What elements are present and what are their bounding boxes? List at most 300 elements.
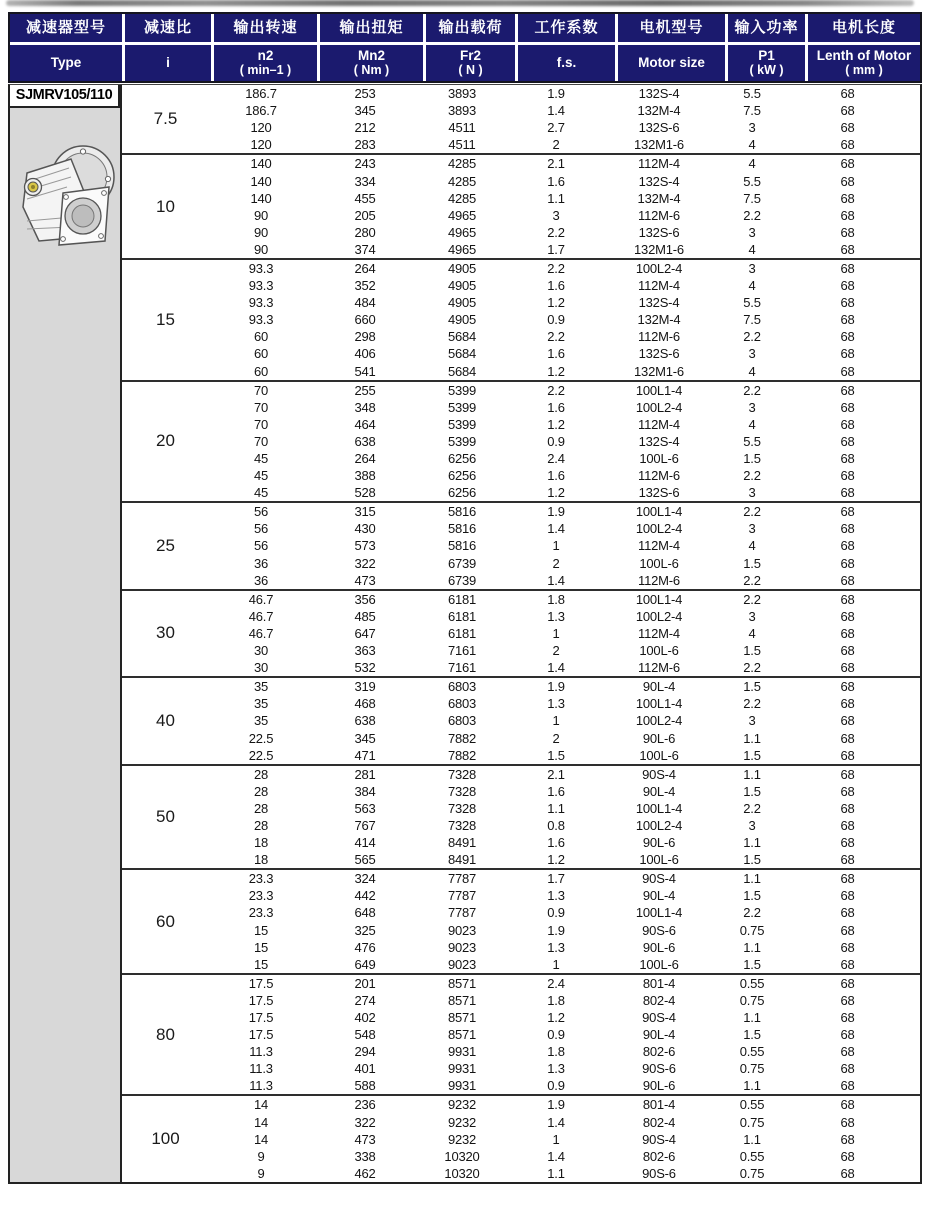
table-cell: 14 bbox=[253, 1097, 269, 1113]
header-motor-size: Motor size bbox=[618, 45, 725, 81]
table-cell: 2 bbox=[552, 137, 560, 153]
table-cell: 30 bbox=[253, 643, 269, 659]
table-cell: 132M-4 bbox=[637, 312, 681, 328]
table-cell: 9023 bbox=[447, 956, 477, 972]
table-cell: 1.4 bbox=[547, 1114, 565, 1130]
table-cell: 120 bbox=[250, 137, 272, 153]
table-cell: 45 bbox=[253, 451, 269, 467]
table-cell: 4965 bbox=[447, 241, 477, 257]
table-cell: 802-6 bbox=[642, 1148, 676, 1164]
table-row bbox=[209, 363, 920, 380]
header-row-english bbox=[10, 45, 920, 81]
table-cell: 36 bbox=[253, 555, 269, 571]
table-cell: 236 bbox=[354, 1097, 376, 1113]
table-cell: 1.7 bbox=[547, 241, 565, 257]
table-cell: 4 bbox=[748, 625, 756, 641]
table-cell: 8571 bbox=[447, 1027, 477, 1043]
table-cell: 7.5 bbox=[743, 190, 761, 206]
table-cell: 68 bbox=[840, 835, 855, 851]
table-row bbox=[209, 155, 920, 172]
table-cell: 0.9 bbox=[547, 1027, 565, 1043]
ratio-group-15 bbox=[122, 258, 920, 380]
table-cell: 1 bbox=[552, 713, 560, 729]
table-row bbox=[209, 345, 920, 362]
table-cell: 112M-4 bbox=[638, 278, 680, 294]
table-row bbox=[209, 904, 920, 921]
table-row bbox=[209, 136, 920, 153]
table-cell: 5.5 bbox=[743, 86, 761, 102]
table-cell: 8571 bbox=[447, 1010, 477, 1026]
table-row bbox=[209, 1148, 920, 1165]
table-cell: 68 bbox=[840, 572, 855, 588]
table-cell: 4 bbox=[748, 416, 756, 432]
table-cell: 100L2-4 bbox=[635, 260, 683, 276]
table-cell: 14 bbox=[253, 1131, 269, 1147]
table-cell: 9232 bbox=[447, 1114, 477, 1130]
table-cell: 68 bbox=[840, 1044, 855, 1060]
table-cell: 9232 bbox=[447, 1131, 477, 1147]
table-cell: 15 bbox=[253, 956, 269, 972]
table-cell: 2 bbox=[552, 555, 560, 571]
table-cell: 46.7 bbox=[248, 608, 274, 624]
table-cell: 1.1 bbox=[743, 730, 761, 746]
table-cell: 93.3 bbox=[248, 278, 274, 294]
table-cell: 356 bbox=[354, 591, 376, 607]
table-cell: 1.2 bbox=[547, 363, 565, 379]
table-cell: 68 bbox=[840, 86, 855, 102]
table-cell: 1.5 bbox=[743, 888, 761, 904]
table-cell: 6803 bbox=[447, 696, 477, 712]
table-cell: 5399 bbox=[447, 382, 477, 398]
table-cell: 68 bbox=[840, 625, 855, 641]
header-output-speed: 输出转速 bbox=[214, 14, 317, 42]
ratio-group-rows bbox=[209, 1096, 920, 1181]
table-cell: 70 bbox=[253, 382, 269, 398]
table-cell: 0.9 bbox=[547, 905, 565, 921]
table-cell: 5816 bbox=[447, 538, 477, 554]
table-cell: 0.9 bbox=[547, 1078, 565, 1094]
table-row bbox=[209, 311, 920, 328]
table-cell: 100L2-4 bbox=[635, 817, 683, 833]
ratio-value: 25 bbox=[156, 535, 175, 555]
table-row bbox=[209, 783, 920, 800]
ratio-value: 7.5 bbox=[153, 109, 178, 129]
table-body bbox=[8, 84, 922, 1184]
table-cell: 46.7 bbox=[248, 625, 274, 641]
table-cell: 485 bbox=[354, 608, 376, 624]
table-cell: 68 bbox=[840, 992, 855, 1008]
reducer-model-column bbox=[10, 85, 122, 1182]
table-cell: 28 bbox=[253, 766, 269, 782]
table-cell: 1.1 bbox=[547, 190, 565, 206]
table-cell: 68 bbox=[840, 975, 855, 991]
table-cell: 68 bbox=[840, 190, 855, 206]
table-cell: 0.55 bbox=[739, 1148, 765, 1164]
table-row bbox=[209, 956, 920, 973]
table-cell: 6181 bbox=[447, 591, 477, 607]
table-cell: 802-6 bbox=[642, 1044, 676, 1060]
table-cell: 132S-6 bbox=[638, 485, 680, 501]
table-cell: 28 bbox=[253, 800, 269, 816]
table-row bbox=[209, 1026, 920, 1043]
table-cell: 68 bbox=[840, 207, 855, 223]
table-cell: 90L-4 bbox=[642, 679, 676, 695]
table-cell: 3893 bbox=[447, 86, 477, 102]
table-cell: 363 bbox=[354, 643, 376, 659]
table-row bbox=[209, 416, 920, 433]
table-cell: 186.7 bbox=[245, 103, 277, 119]
table-cell: 112M-4 bbox=[638, 538, 680, 554]
table-cell: 1.4 bbox=[547, 1148, 565, 1164]
table-cell: 414 bbox=[354, 835, 376, 851]
table-cell: 802-4 bbox=[642, 1114, 676, 1130]
table-cell: 0.8 bbox=[547, 817, 565, 833]
table-cell: 322 bbox=[354, 555, 376, 571]
table-row bbox=[209, 659, 920, 676]
table-row bbox=[209, 119, 920, 136]
table-cell: 68 bbox=[840, 591, 855, 607]
table-cell: 7882 bbox=[447, 747, 477, 763]
ratio-group-rows bbox=[209, 591, 920, 676]
table-cell: 2.2 bbox=[743, 591, 761, 607]
table-cell: 338 bbox=[354, 1148, 376, 1164]
table-cell: 100L2-4 bbox=[635, 713, 683, 729]
table-cell: 18 bbox=[253, 852, 269, 868]
table-cell: 22.5 bbox=[248, 747, 274, 763]
table-cell: 68 bbox=[840, 241, 855, 257]
table-row bbox=[209, 870, 920, 887]
table-cell: 68 bbox=[840, 852, 855, 868]
table-cell: 7161 bbox=[447, 643, 477, 659]
table-cell: 3893 bbox=[447, 103, 477, 119]
table-cell: 1.2 bbox=[547, 485, 565, 501]
header-fs: f.s. bbox=[518, 45, 615, 81]
table-cell: 1.6 bbox=[547, 399, 565, 415]
table-cell: 132M-4 bbox=[637, 103, 681, 119]
table-cell: 5684 bbox=[447, 329, 477, 345]
table-cell: 1.4 bbox=[547, 660, 565, 676]
table-cell: 14 bbox=[253, 1114, 269, 1130]
table-row bbox=[209, 85, 920, 102]
table-cell: 9 bbox=[257, 1148, 265, 1164]
table-cell: 132S-4 bbox=[638, 295, 680, 311]
table-cell: 2.2 bbox=[743, 504, 761, 520]
table-cell: 11.3 bbox=[249, 1078, 273, 1094]
header-row-chinese bbox=[10, 14, 920, 42]
table-cell: 334 bbox=[354, 173, 376, 189]
table-cell: 100L2-4 bbox=[635, 521, 683, 537]
table-cell: 638 bbox=[354, 433, 376, 449]
table-cell: 1.5 bbox=[743, 783, 761, 799]
table-cell: 9232 bbox=[447, 1097, 477, 1113]
table-cell: 68 bbox=[840, 713, 855, 729]
table-cell: 0.55 bbox=[739, 1044, 765, 1060]
table-cell: 1.1 bbox=[743, 1010, 761, 1026]
table-cell: 60 bbox=[253, 329, 269, 345]
table-cell: 30 bbox=[253, 660, 269, 676]
table-row bbox=[209, 207, 920, 224]
table-cell: 384 bbox=[354, 783, 376, 799]
table-cell: 442 bbox=[354, 888, 376, 904]
table-cell: 120 bbox=[250, 120, 272, 136]
table-cell: 68 bbox=[840, 1114, 855, 1130]
table-cell: 1.1 bbox=[743, 766, 761, 782]
table-cell: 132S-6 bbox=[638, 120, 680, 136]
table-cell: 28 bbox=[253, 783, 269, 799]
table-cell: 401 bbox=[354, 1061, 376, 1077]
table-cell: 528 bbox=[354, 485, 376, 501]
table-cell: 68 bbox=[840, 660, 855, 676]
table-cell: 255 bbox=[354, 382, 376, 398]
table-cell: 2.2 bbox=[743, 572, 761, 588]
table-cell: 23.3 bbox=[248, 888, 274, 904]
table-cell: 2.4 bbox=[547, 975, 565, 991]
table-cell: 18 bbox=[253, 835, 269, 851]
ratio-group-rows bbox=[209, 678, 920, 763]
table-row bbox=[209, 1009, 920, 1026]
table-cell: 4905 bbox=[447, 295, 477, 311]
table-cell: 1.5 bbox=[743, 679, 761, 695]
ratio-value: 60 bbox=[156, 911, 175, 931]
table-cell: 68 bbox=[840, 295, 855, 311]
table-cell: 8571 bbox=[447, 975, 477, 991]
table-cell: 68 bbox=[840, 363, 855, 379]
table-cell: 1.2 bbox=[547, 295, 565, 311]
table-cell: 90S-4 bbox=[642, 1010, 676, 1026]
table-cell: 264 bbox=[354, 451, 376, 467]
table-cell: 1.9 bbox=[547, 679, 565, 695]
table-cell: 648 bbox=[354, 905, 376, 921]
table-cell: 68 bbox=[840, 399, 855, 415]
header-type: Type bbox=[10, 45, 122, 81]
table-row bbox=[209, 450, 920, 467]
table-cell: 68 bbox=[840, 137, 855, 153]
table-cell: 3 bbox=[748, 260, 756, 276]
table-cell: 1.6 bbox=[547, 835, 565, 851]
table-cell: 4285 bbox=[447, 156, 477, 172]
table-row bbox=[209, 467, 920, 484]
table-cell: 100L1-4 bbox=[635, 800, 683, 816]
ratio-group-100 bbox=[122, 1094, 920, 1181]
table-row bbox=[209, 1114, 920, 1131]
table-cell: 68 bbox=[840, 451, 855, 467]
table-cell: 280 bbox=[354, 224, 376, 240]
table-cell: 186.7 bbox=[245, 86, 277, 102]
table-cell: 5.5 bbox=[743, 173, 761, 189]
table-cell: 4 bbox=[748, 241, 756, 257]
table-cell: 9 bbox=[257, 1165, 265, 1181]
table-cell: 4511 bbox=[448, 120, 476, 136]
table-cell: 68 bbox=[840, 747, 855, 763]
table-cell: 90L-6 bbox=[642, 939, 676, 955]
table-cell: 90S-4 bbox=[642, 871, 676, 887]
table-cell: 35 bbox=[253, 713, 269, 729]
table-cell: 345 bbox=[354, 103, 376, 119]
table-row bbox=[209, 294, 920, 311]
table-cell: 132S-4 bbox=[638, 86, 680, 102]
table-cell: 2.2 bbox=[743, 468, 761, 484]
table-row bbox=[209, 1060, 920, 1077]
table-cell: 36 bbox=[253, 572, 269, 588]
table-cell: 90 bbox=[253, 224, 269, 240]
table-cell: 5.5 bbox=[743, 433, 761, 449]
header-ratio: 减速比 bbox=[125, 14, 211, 42]
table-cell: 90S-4 bbox=[642, 1131, 676, 1147]
table-cell: 2.2 bbox=[743, 329, 761, 345]
table-cell: 5684 bbox=[447, 363, 477, 379]
table-cell: 548 bbox=[354, 1027, 376, 1043]
table-cell: 132S-6 bbox=[638, 346, 680, 362]
table-cell: 100L1-4 bbox=[635, 905, 683, 921]
table-cell: 68 bbox=[840, 679, 855, 695]
table-row bbox=[209, 1131, 920, 1148]
table-cell: 0.75 bbox=[739, 922, 765, 938]
table-cell: 2 bbox=[552, 730, 560, 746]
table-cell: 4 bbox=[748, 363, 756, 379]
ratio-group-rows bbox=[209, 260, 920, 380]
table-cell: 2.7 bbox=[547, 120, 565, 136]
table-cell: 90S-4 bbox=[642, 766, 676, 782]
table-cell: 70 bbox=[253, 433, 269, 449]
table-cell: 68 bbox=[840, 817, 855, 833]
table-cell: 406 bbox=[354, 346, 376, 362]
table-cell: 3 bbox=[748, 713, 756, 729]
ratio-value: 80 bbox=[156, 1024, 175, 1044]
table-cell: 3 bbox=[748, 120, 756, 136]
table-cell: 1.3 bbox=[547, 1061, 565, 1077]
table-cell: 3 bbox=[748, 608, 756, 624]
table-cell: 7.5 bbox=[743, 312, 761, 328]
table-cell: 68 bbox=[840, 538, 855, 554]
table-row bbox=[209, 537, 920, 554]
table-row bbox=[209, 224, 920, 241]
table-row bbox=[209, 887, 920, 904]
table-row bbox=[209, 572, 920, 589]
table-cell: 1.6 bbox=[547, 346, 565, 362]
table-cell: 5.5 bbox=[743, 295, 761, 311]
ratio-value: 40 bbox=[156, 710, 175, 730]
table-cell: 4905 bbox=[447, 278, 477, 294]
table-cell: 100L-6 bbox=[639, 555, 679, 571]
table-cell: 319 bbox=[354, 679, 376, 695]
table-cell: 6256 bbox=[447, 451, 477, 467]
table-cell: 2.4 bbox=[547, 451, 565, 467]
table-row bbox=[209, 695, 920, 712]
table-cell: 0.9 bbox=[547, 433, 565, 449]
table-cell: 573 bbox=[354, 538, 376, 554]
table-cell: 6803 bbox=[447, 679, 477, 695]
table-cell: 23.3 bbox=[248, 871, 274, 887]
table-cell: 468 bbox=[354, 696, 376, 712]
table-cell: 473 bbox=[354, 1131, 376, 1147]
table-row bbox=[209, 555, 920, 572]
table-cell: 23.3 bbox=[248, 905, 274, 921]
table-cell: 324 bbox=[354, 871, 376, 887]
table-cell: 68 bbox=[840, 956, 855, 972]
table-cell: 5684 bbox=[447, 346, 477, 362]
table-cell: 68 bbox=[840, 1131, 855, 1147]
table-cell: 565 bbox=[354, 852, 376, 868]
table-cell: 6256 bbox=[447, 485, 477, 501]
table-cell: 68 bbox=[840, 800, 855, 816]
table-cell: 1 bbox=[552, 538, 560, 554]
table-cell: 660 bbox=[354, 312, 376, 328]
ratio-group-rows bbox=[209, 382, 920, 502]
table-row bbox=[209, 975, 920, 992]
table-cell: 90L-4 bbox=[642, 783, 676, 799]
table-cell: 2.2 bbox=[743, 660, 761, 676]
ratio-group-50 bbox=[122, 764, 920, 869]
table-cell: 68 bbox=[840, 224, 855, 240]
ratio-group-60 bbox=[122, 868, 920, 973]
table-cell: 294 bbox=[354, 1044, 376, 1060]
table-cell: 90S-6 bbox=[642, 1061, 676, 1077]
header-reducer-model: 减速器型号 bbox=[10, 14, 122, 42]
table-cell: 4965 bbox=[447, 224, 477, 240]
table-cell: 1 bbox=[552, 1131, 560, 1147]
table-cell: 45 bbox=[253, 468, 269, 484]
table-cell: 0.55 bbox=[739, 975, 765, 991]
table-cell: 7328 bbox=[447, 783, 477, 799]
table-cell: 90L-6 bbox=[642, 730, 676, 746]
table-cell: 9023 bbox=[447, 939, 477, 955]
table-cell: 17.5 bbox=[248, 1027, 274, 1043]
table-cell: 0.9 bbox=[547, 312, 565, 328]
table-cell: 100L2-4 bbox=[635, 608, 683, 624]
table-cell: 7.5 bbox=[743, 103, 761, 119]
table-cell: 5399 bbox=[447, 399, 477, 415]
table-cell: 2.2 bbox=[547, 329, 565, 345]
table-cell: 1.1 bbox=[743, 1078, 761, 1094]
table-cell: 112M-6 bbox=[638, 660, 680, 676]
table-cell: 1.1 bbox=[547, 800, 565, 816]
reducer-model-label: SJMRV105/110 bbox=[10, 85, 120, 108]
table-cell: 100L1-4 bbox=[635, 382, 683, 398]
header-n2: n2 ( min–1 ) bbox=[214, 45, 317, 81]
table-cell: 7328 bbox=[447, 800, 477, 816]
table-cell: 68 bbox=[840, 905, 855, 921]
table-cell: 1.6 bbox=[547, 278, 565, 294]
table-cell: 68 bbox=[840, 922, 855, 938]
table-cell: 68 bbox=[840, 1061, 855, 1077]
table-cell: 2.2 bbox=[743, 207, 761, 223]
table-cell: 132M-4 bbox=[637, 190, 681, 206]
table-cell: 7328 bbox=[447, 817, 477, 833]
table-cell: 1.4 bbox=[547, 572, 565, 588]
table-cell: 281 bbox=[354, 766, 376, 782]
ratio-group-20 bbox=[122, 380, 920, 502]
table-cell: 90 bbox=[253, 241, 269, 257]
table-row bbox=[209, 484, 920, 501]
header-input-power: 输入功率 bbox=[728, 14, 805, 42]
table-row bbox=[209, 939, 920, 956]
table-cell: 17.5 bbox=[248, 975, 274, 991]
table-cell: 1.6 bbox=[547, 468, 565, 484]
table-cell: 68 bbox=[840, 312, 855, 328]
table-cell: 100L-6 bbox=[639, 643, 679, 659]
table-cell: 112M-6 bbox=[638, 572, 680, 588]
table-row bbox=[209, 747, 920, 764]
table-row bbox=[209, 102, 920, 119]
table-cell: 6181 bbox=[447, 608, 477, 624]
table-cell: 1.9 bbox=[547, 922, 565, 938]
table-cell: 1.2 bbox=[547, 852, 565, 868]
table-cell: 90L-6 bbox=[642, 835, 676, 851]
table-cell: 90L-4 bbox=[642, 1027, 676, 1043]
table-cell: 253 bbox=[354, 86, 376, 102]
table-cell: 476 bbox=[354, 939, 376, 955]
table-cell: 801-4 bbox=[642, 1097, 676, 1113]
